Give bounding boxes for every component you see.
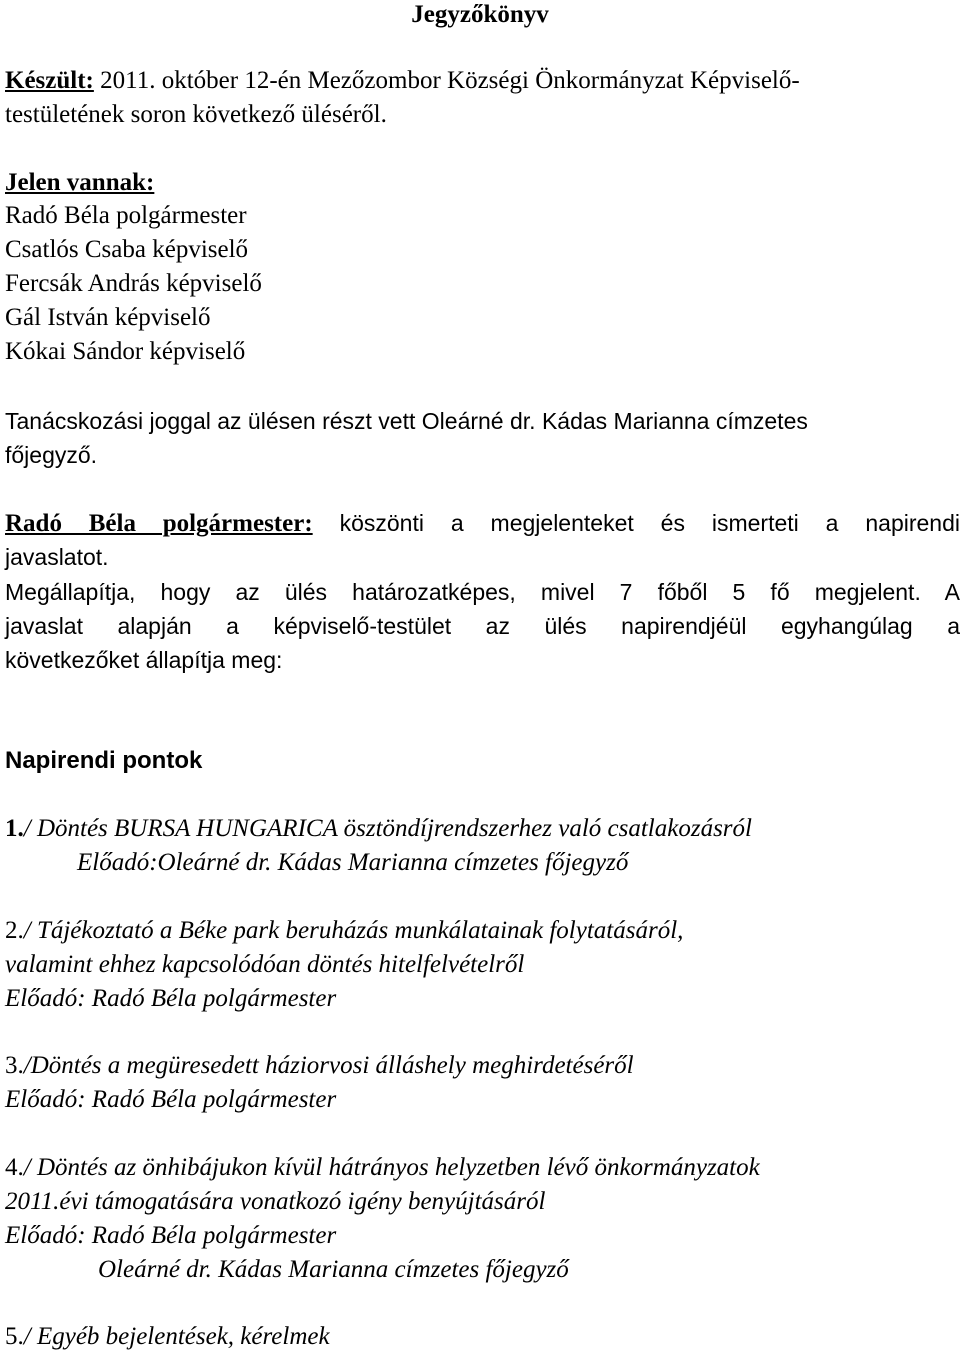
tanacskozasi-line-2: főjegyző. [5,442,98,468]
member-1: Radó Béla polgármester [5,202,247,229]
member-4: Gál István képviselő [5,304,211,331]
keszult-line-1 [5,66,800,96]
agenda-item-5 [5,1322,330,1352]
intro-text-1: köszönti a megjelenteket és ismerteti a napirendi [312,510,960,536]
agenda-item-1-number: 1. [5,815,24,842]
keszult-label: Készült: [5,67,94,94]
agenda-item-3 [5,1051,634,1081]
agenda-item-4-number: 4. [5,1154,24,1181]
agenda-item-4-title: / Döntés az önhibájukon kívül hátrányos helyzetben lévő önkormányzatok [23,1154,760,1181]
agenda-item-2 [5,916,683,946]
agenda-item-3-presenter: Előadó: Radó Béla polgármester [5,1086,337,1113]
document-title: Jegyzőkönyv [411,1,549,28]
agenda-item-2-title-cont: valamint ehhez kapcsolódóan döntés hitelfelvételről [5,951,525,978]
keszult-line-2: testületének soron következő üléséről. [5,101,387,128]
agenda-item-2-number: 2. [5,917,24,944]
agenda-item-5-number: 5. [5,1323,24,1350]
agenda-item-4-title-cont: 2011.évi támogatására vonatkozó igény benyújtásáról [5,1188,546,1215]
agenda-item-5-title: / Egyéb bejelentések, kérelmek [23,1323,330,1350]
intro-speaker: Radó Béla polgármester: [5,510,313,537]
tanacskozasi-line-1: Tanácskozási joggal az ülésen részt vett Oleárné dr. Kádas Marianna címzetes [5,408,808,434]
member-5: Kókai Sándor képviselő [5,338,246,365]
intro-line-3: Megállapítja, hogy az ülés határozatképes, mivel 7 főből 5 fő megjelent. A [5,579,960,605]
intro-line-4: javaslat alapján a képviselő-testület az ülés napirendjéül egyhangúlag a [5,613,960,639]
agenda-item-1-title: / Döntés BURSA HUNGARICA ösztöndíjrendszerhez való csatlakozásról [23,815,752,842]
agenda-item-4-presenter: Előadó: Radó Béla polgármester [5,1222,337,1249]
agenda-item-4 [5,1153,760,1183]
napirend-heading: Napirendi pontok [5,747,203,774]
jelen-label: Jelen vannak: [5,169,155,196]
member-2: Csatlós Csaba képviselő [5,236,249,263]
agenda-item-3-title: /Döntés a megüresedett háziorvosi álláshely meghirdetéséről [23,1052,634,1079]
agenda-item-2-presenter: Előadó: Radó Béla polgármester [5,985,337,1012]
agenda-item-3-number: 3. [5,1052,24,1079]
agenda-item-1-presenter: Előadó:Oleárné dr. Kádas Marianna címzetes főjegyző [77,849,629,876]
intro-line-2: javaslatot. [5,544,109,570]
keszult-text-1: 2011. október 12-én Mezőzombor Községi Önkormányzat Képviselő- [93,67,800,94]
agenda-item-4-presenter-2: Oleárné dr. Kádas Marianna címzetes főjegyző [98,1256,569,1283]
intro-line-5: következőket állapítja meg: [5,647,283,673]
intro-line-1 [5,508,960,539]
agenda-item-1 [5,814,752,844]
member-3: Fercsák András képviselő [5,270,262,297]
agenda-item-2-title: / Tájékoztató a Béke park beruházás munkálatainak folytatásáról, [23,917,684,944]
